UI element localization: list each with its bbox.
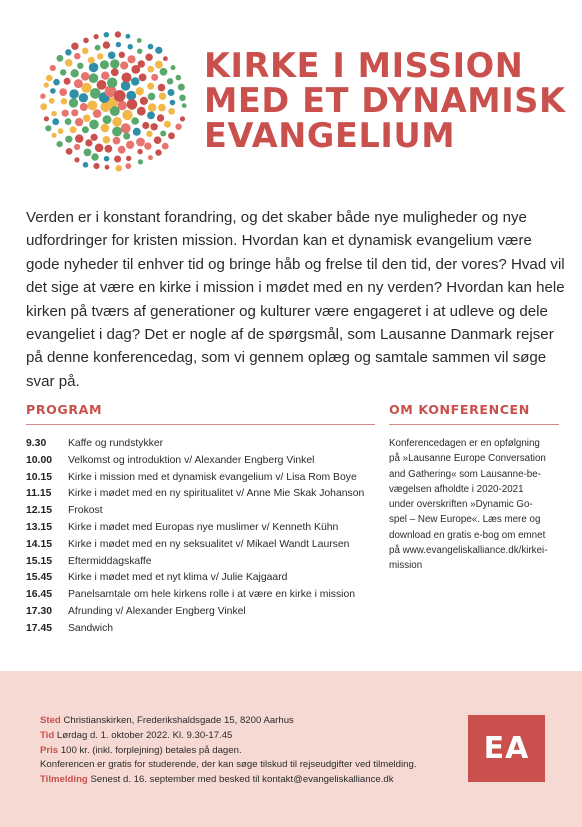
logo-dot [75, 118, 83, 126]
logo-dot [168, 132, 175, 139]
logo-dot [180, 116, 185, 121]
logo-dot [147, 112, 155, 120]
logo-dot [95, 144, 104, 153]
program-item [26, 470, 364, 487]
logo-dot [167, 78, 173, 84]
logo-dot [155, 149, 161, 155]
logo-dot [170, 100, 176, 106]
logo-dot [62, 110, 69, 117]
logo-dot [113, 137, 121, 145]
logo-dot [121, 81, 131, 91]
logo-dot [57, 55, 64, 62]
logo-dot [50, 88, 56, 94]
logo-dot [57, 141, 63, 147]
logo-dot [51, 111, 57, 117]
program-item [26, 453, 364, 470]
logo-dot [58, 128, 64, 134]
program-item [26, 570, 364, 587]
logo-dot [112, 127, 122, 137]
logo-dot [104, 32, 109, 37]
logo-dot [114, 156, 121, 163]
logo-dot [69, 98, 78, 107]
logo-dot [82, 126, 89, 133]
logo-dot [95, 45, 101, 51]
tid-label: Tid [40, 729, 55, 741]
logo-dot [148, 93, 156, 101]
about-line: under overskriften »Dynamic Go- [389, 499, 533, 511]
logo-dot [110, 59, 119, 68]
logo-dot [81, 72, 90, 81]
dot-circle-icon [28, 22, 198, 182]
logo-dot [89, 63, 99, 73]
logo-dot [49, 98, 55, 104]
program-desc: Kirke i mødet med Europas nye muslimer v/ Kenneth Kühn [68, 521, 339, 533]
about-line: Konferencedagen er en opfølgning [389, 438, 540, 449]
logo-dot [83, 162, 89, 168]
logo-dot [144, 142, 151, 149]
program-item [26, 587, 364, 604]
program-time: 15.45 [26, 572, 53, 584]
logo-dot [171, 65, 176, 70]
program-desc: Velkomst og introduktion v/ Alexander Engberg Vinkel [68, 454, 315, 466]
logo-dot [121, 123, 131, 133]
logo-dot [97, 53, 103, 59]
tid-value: Lørdag d. 1. oktober 2022. Kl. 9.30-17.45 [56, 729, 233, 741]
logo-dot [88, 57, 95, 64]
logo-dot [147, 66, 154, 73]
info-tid [40, 729, 417, 744]
page-title [204, 48, 566, 153]
program-item [26, 503, 364, 520]
logo-dot [52, 133, 57, 138]
about-line[interactable]: mission [389, 560, 423, 572]
about-text [389, 436, 564, 574]
logo-dot [148, 44, 154, 50]
title-line-3: EVANGELIUM [204, 116, 456, 155]
info-pris [40, 744, 417, 759]
logo-dot [74, 144, 80, 150]
logo-dot [137, 149, 142, 154]
logo-dot [101, 124, 110, 133]
program-desc: Kirke i mødet med et nyt klima v/ Julie Kajgaard [68, 572, 288, 584]
program-time: 13.15 [26, 521, 53, 533]
logo-dot [133, 128, 141, 136]
logo-dot [136, 138, 145, 147]
program-desc: Eftermiddagskaffe [68, 555, 152, 567]
logo-dot [103, 115, 112, 124]
program-desc: Kirke i mødet med en ny seksualitet v/ Mikael Wandt Laursen [68, 538, 350, 550]
logo-dot [80, 103, 88, 111]
program-desc: Frokost [68, 505, 103, 517]
logo-dot [104, 156, 110, 162]
logo-dot [65, 59, 73, 67]
program-desc: Kirke i mødet med en ny spiritualitet v/ Anne Mie Skak Johanson [68, 488, 365, 500]
logo-dot [88, 101, 98, 111]
program-list [26, 436, 364, 638]
logo-dot [116, 42, 121, 47]
logo-dot [178, 84, 185, 91]
logo-dot [90, 88, 101, 99]
logo-dot [148, 103, 157, 112]
footer-info-box [0, 671, 582, 827]
logo-dot [118, 146, 126, 154]
logo-dot [50, 65, 56, 71]
program-time: 16.45 [26, 589, 53, 601]
logo-dot [126, 156, 131, 161]
logo-dot [64, 78, 71, 85]
about-line: vægelsen afholdte i 2020-2021 [389, 483, 524, 495]
logo-dot [103, 41, 110, 48]
logo-dot [40, 94, 45, 99]
tilmelding-label: Tilmelding [40, 774, 88, 786]
program-desc: Kirke i mission med et dynamisk evangelium v/ Lisa Rom Boye [68, 471, 357, 483]
program-time: 9.30 [26, 438, 47, 449]
program-item [26, 621, 364, 638]
program-time: 10.00 [26, 454, 53, 466]
logo-dot [110, 106, 120, 116]
logo-dot [179, 95, 186, 102]
program-divider [26, 424, 375, 425]
sted-label: Sted [40, 715, 61, 726]
tilmelding-value[interactable]: Senest d. 16. september med besked til kontakt@evangeliskalliance.dk [90, 774, 394, 786]
logo-dot [59, 88, 67, 96]
logo-dot [146, 131, 152, 137]
logo-dot [138, 159, 143, 164]
logo-dot [137, 107, 146, 116]
logo-dot [147, 83, 154, 90]
logo-dot [85, 139, 92, 146]
logo-dot [131, 77, 139, 85]
logo-dot [126, 141, 134, 149]
logo-dot [71, 69, 79, 77]
logo-dot [125, 163, 131, 169]
program-time: 12.15 [26, 505, 53, 517]
about-line[interactable]: på www.evangeliskalliance.dk/kirkei- [389, 545, 548, 557]
logo-dot [108, 52, 116, 60]
logo-dot [71, 43, 78, 50]
program-time: 17.30 [26, 605, 53, 617]
logo-dot [112, 117, 122, 127]
about-heading: OM KONFERENCEN [389, 402, 530, 417]
logo-dot [93, 109, 102, 118]
about-divider [389, 424, 559, 425]
logo-dot [148, 155, 153, 160]
about-line: download en gratis e-bog om emnet [389, 529, 546, 541]
logo-dot [52, 118, 59, 125]
pris-label: Pris [40, 744, 59, 756]
program-desc: Panelsamtale om hele kirkens rolle i at være en kirke i mission [68, 589, 356, 601]
logo-dot [136, 87, 144, 95]
logo-dot [137, 49, 142, 54]
program-desc: Kaffe og rundstykker [68, 438, 164, 449]
logo-dot [163, 56, 168, 61]
logo-dot [97, 80, 107, 90]
about-line: spel – New Europe«. Læs mere og [389, 514, 541, 526]
logo-dot [175, 124, 181, 130]
logo-dot [176, 75, 182, 81]
logo-dot [71, 109, 78, 116]
program-desc: Afrunding v/ Alexander Engberg Vinkel [68, 605, 246, 617]
about-line: and Gathering« som Lausanne-be- [389, 468, 541, 480]
ea-logo: EA [468, 715, 545, 782]
logo-dot [105, 145, 113, 153]
logo-dot [140, 97, 148, 105]
sted-value: Christianskirken, Frederikshaldsgade 15, 8200 Aarhus [63, 715, 294, 726]
logo-dot [103, 136, 111, 144]
program-item [26, 604, 364, 621]
logo-dot [154, 136, 162, 144]
logo-dot [107, 78, 117, 88]
logo-dot [65, 136, 72, 143]
logo-dot [79, 93, 88, 102]
logo-dot [151, 74, 158, 81]
about-line: på »Lausanne Europe Conversation [389, 453, 546, 465]
logo-dot [155, 47, 162, 54]
logo-dot [65, 49, 71, 55]
event-info [40, 714, 417, 788]
logo-dot [137, 38, 142, 43]
intro-paragraph: Verden er i konstant forandring, og det skaber både nye muligheder og nye udfordringer for kristen mission. Hvordan kan et dynamisk evangelium være gode nyheder til enhver tid og bringe håb og frelse til den tid, der vores? Hvad vil det sige at være en kirke i mission i mødet med en ny verden? Hvordan kan hele kirken på tværs af generationer og kulturer være engageret i at udleve og dele evangeliet i dag? Det er nogle af de spørgsmål, som Lausanne Danmark rejser på denne konferencedag, som vi gennem oplæg og samtale sammen vil søge svar på. [26, 209, 565, 390]
info-sted [40, 714, 417, 729]
logo-dot [131, 117, 139, 125]
logo-dot [91, 153, 98, 160]
logo-dot [142, 122, 149, 129]
logo-dot [162, 143, 169, 150]
logo-dot [100, 101, 111, 112]
logo-dot [44, 82, 49, 87]
title-line-1: KIRKE I MISSION [204, 46, 524, 85]
logo-dot [160, 68, 168, 76]
logo-dot [145, 54, 152, 61]
logo-dot [115, 31, 121, 37]
logo-dot [93, 163, 99, 169]
program-heading: PROGRAM [26, 402, 103, 417]
logo-dot [69, 89, 78, 98]
logo-dot [74, 79, 83, 88]
logo-dot [120, 61, 128, 69]
logo-dot [91, 134, 98, 141]
logo-dot [128, 44, 133, 49]
logo-dot [105, 165, 110, 170]
logo-dot [116, 165, 123, 172]
program-time: 10.15 [26, 471, 53, 483]
logo-dot [127, 55, 135, 63]
logo-dot [122, 73, 132, 83]
logo-dot [83, 115, 91, 123]
logo-dot [160, 131, 166, 137]
logo-dot [119, 52, 125, 58]
logo-dot [83, 38, 89, 44]
logo-dot [127, 99, 138, 110]
logo-dot [168, 89, 175, 96]
logo-dot [168, 108, 175, 115]
logo-dot [40, 103, 47, 110]
logo-dot [157, 114, 164, 121]
logo-dot [182, 103, 187, 108]
program-item [26, 520, 364, 537]
logo-dot [84, 149, 92, 157]
logo-dot [123, 133, 130, 140]
info-note: Konferencen er gratis for studerende, der kan søge tilskud til rejseudgifter ved tilmelding. [40, 759, 417, 771]
logo-dot [158, 104, 166, 112]
logo-dot [150, 123, 157, 130]
logo-dot [46, 75, 53, 82]
program-time: 17.45 [26, 622, 53, 634]
program-item [26, 436, 364, 453]
logo-dot [126, 91, 136, 101]
logo-dot [122, 110, 132, 120]
logo-dot [60, 69, 66, 75]
logo-dot [66, 148, 73, 155]
logo-dot [70, 126, 77, 133]
logo-dot [111, 68, 119, 76]
program-item [26, 486, 364, 503]
info-tilmelding [40, 773, 417, 788]
logo-dot [101, 72, 109, 80]
program-item [26, 537, 364, 554]
logo-dot [65, 118, 72, 125]
logo-dot [155, 61, 163, 69]
program-item [26, 554, 364, 571]
logo-dot [44, 116, 49, 121]
logo-dot [100, 60, 109, 69]
logo-dot [89, 120, 99, 130]
logo-dot [158, 84, 166, 92]
program-time: 15.15 [26, 555, 53, 567]
logo-dot [75, 134, 83, 142]
logo-dot [61, 98, 67, 104]
logo-dot [89, 73, 99, 83]
program-time: 11.15 [26, 488, 52, 500]
pris-value: 100 kr. (inkl. forplejning) betales på dagen. [60, 744, 242, 756]
program-time: 14.15 [26, 538, 53, 550]
logo-dot [114, 90, 126, 102]
logo-dot [94, 34, 99, 39]
logo-dot [138, 60, 145, 67]
logo-dot [139, 74, 147, 82]
logo-dot [126, 34, 131, 39]
logo-dot [82, 48, 89, 55]
logo-dot [159, 93, 166, 100]
logo-dot [74, 53, 81, 60]
logo-dot [164, 121, 171, 128]
logo-dot [74, 157, 79, 162]
logo-dot [53, 79, 60, 86]
title-line-2: MED ET DYNAMISK [204, 81, 566, 120]
logo-dot [45, 125, 51, 131]
program-desc: Sandwich [68, 622, 114, 634]
logo-dot [77, 63, 83, 69]
